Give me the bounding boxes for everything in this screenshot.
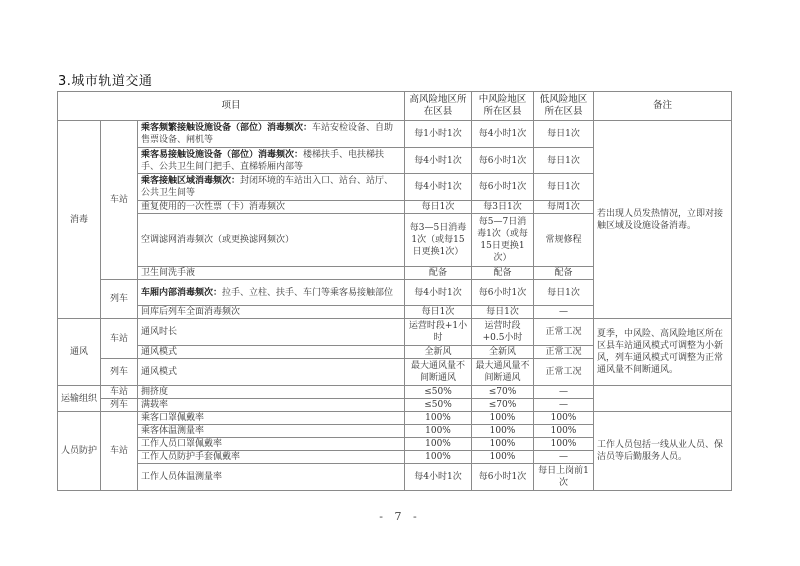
mid-cell: 100% bbox=[472, 425, 534, 438]
category-disinfect: 消毒 bbox=[58, 121, 101, 319]
item-bold: 乘客接触区域消毒频次： bbox=[141, 176, 241, 186]
high-cell: 每4小时1次 bbox=[405, 148, 472, 174]
low-cell: 每日1次 bbox=[534, 148, 594, 174]
low-cell: 正常工况 bbox=[534, 319, 594, 346]
high-cell: 每4小时1次 bbox=[405, 174, 472, 201]
note-protection: 工作人员包括一线从业人员、保洁员等后勤服务人员。 bbox=[594, 412, 732, 491]
item-text: 乘客口罩佩戴率 bbox=[138, 412, 405, 425]
header-note: 备注 bbox=[594, 92, 732, 121]
table-row bbox=[58, 121, 732, 148]
item-text: 通风时长 bbox=[138, 319, 405, 346]
item-text: 工作人员口罩佩戴率 bbox=[138, 438, 405, 451]
location-train: 列车 bbox=[101, 399, 138, 412]
high-cell: 每4小时1次 bbox=[405, 464, 472, 491]
item-bold: 乘客频繁接触设施设备（部位）消毒频次： bbox=[141, 123, 313, 133]
header-low-risk: 低风险地区所在区县 bbox=[534, 92, 594, 121]
high-cell: 运营时段+1小时 bbox=[405, 319, 472, 346]
low-cell: 配备 bbox=[534, 267, 594, 280]
section-title: 3.城市轨道交通 bbox=[58, 74, 153, 89]
category-transport: 运输组织 bbox=[58, 386, 101, 412]
item-text: 车站安检设备、自助售票设备、闸机等 bbox=[141, 123, 394, 145]
high-cell: 每日1次 bbox=[405, 306, 472, 319]
low-cell: 正常工况 bbox=[534, 359, 594, 386]
mid-cell: 100% bbox=[472, 438, 534, 451]
table-row bbox=[58, 386, 732, 399]
high-cell: 100% bbox=[405, 412, 472, 425]
high-cell: 每1小时1次 bbox=[405, 121, 472, 148]
mid-cell: ≤70% bbox=[472, 399, 534, 412]
category-ventilation: 通风 bbox=[58, 319, 101, 386]
mid-cell: 全新风 bbox=[472, 346, 534, 359]
item-cell bbox=[138, 148, 405, 174]
item-text: 重复使用的一次性票（卡）消毒频次 bbox=[138, 201, 405, 214]
header-mid-risk: 中风险地区所在区县 bbox=[472, 92, 534, 121]
item-bold: 车厢内部消毒频次： bbox=[141, 287, 223, 298]
item-text: 满载率 bbox=[138, 399, 405, 412]
item-text: 空调滤网消毒频次（或更换滤网频次） bbox=[138, 214, 405, 267]
location-station: 车站 bbox=[101, 121, 138, 280]
high-cell: ≤50% bbox=[405, 386, 472, 399]
low-cell: 每日1次 bbox=[534, 280, 594, 306]
location-station: 车站 bbox=[101, 386, 138, 399]
table-row bbox=[58, 319, 732, 346]
mid-cell: 每6小时1次 bbox=[472, 280, 534, 306]
page-number: - 7 - bbox=[379, 510, 421, 523]
urban-rail-table bbox=[57, 91, 732, 491]
mid-cell: 每3日1次 bbox=[472, 201, 534, 214]
note-ventilation: 夏季，中风险、高风险地区所在区县车站通风模式可调整为小新风，列车通风模式可调整为正常通风量不间断通风。 bbox=[594, 319, 732, 386]
low-cell: 100% bbox=[534, 438, 594, 451]
low-cell: 100% bbox=[534, 412, 594, 425]
high-cell: 每4小时1次 bbox=[405, 280, 472, 306]
item-text: 乘客体温测量率 bbox=[138, 425, 405, 438]
mid-cell: ≤70% bbox=[472, 386, 534, 399]
low-cell: 每周1次 bbox=[534, 201, 594, 214]
location-station: 车站 bbox=[101, 319, 138, 359]
item-text: 楼梯扶手、电扶梯扶手、公共卫生间门把手、直梯轿厢内部等 bbox=[141, 149, 385, 172]
high-cell: 100% bbox=[405, 451, 472, 464]
low-cell: 每日1次 bbox=[534, 121, 594, 148]
mid-cell: 每6小时1次 bbox=[472, 148, 534, 174]
mid-cell: 100% bbox=[472, 451, 534, 464]
low-cell: 每日1次 bbox=[534, 174, 594, 201]
low-cell: 正常工况 bbox=[534, 346, 594, 359]
item-cell bbox=[138, 121, 405, 148]
high-cell: 最大通风量不间断通风 bbox=[405, 359, 472, 386]
high-cell: 100% bbox=[405, 425, 472, 438]
location-train: 列车 bbox=[101, 359, 138, 386]
low-cell: — bbox=[534, 386, 594, 399]
high-cell: 100% bbox=[405, 438, 472, 451]
low-cell: 常规修程 bbox=[534, 214, 594, 267]
mid-cell: 每5—7日消毒1次（或每15日更换1次） bbox=[472, 214, 534, 267]
note-transport bbox=[594, 386, 732, 412]
header-row bbox=[58, 92, 732, 121]
item-bold: 乘客易接触设施设备（部位）消毒频次： bbox=[141, 149, 304, 160]
item-text: 拉手、立柱、扶手、车门等乘客易接触部位 bbox=[222, 287, 394, 298]
item-cell bbox=[138, 280, 405, 306]
low-cell: — bbox=[534, 306, 594, 319]
header-high-risk: 高风险地区所在区县 bbox=[405, 92, 472, 121]
item-text: 卫生间洗手液 bbox=[138, 267, 405, 280]
high-cell: 每3—5日消毒1次（或每15日更换1次） bbox=[405, 214, 472, 267]
location-station: 车站 bbox=[101, 412, 138, 491]
mid-cell: 每4小时1次 bbox=[472, 121, 534, 148]
item-text: 封闭环境的车站出入口、站台、站厅、公共卫生间等 bbox=[141, 176, 394, 198]
item-text: 通风模式 bbox=[138, 359, 405, 386]
low-cell: — bbox=[534, 451, 594, 464]
item-text: 工作人员防护手套佩戴率 bbox=[138, 451, 405, 464]
item-cell bbox=[138, 174, 405, 201]
mid-cell: 运营时段+0.5小时 bbox=[472, 319, 534, 346]
note-disinfect: 若出现人员发热情况，立即对接触区域及设施设备消毒。 bbox=[594, 121, 732, 319]
item-text: 工作人员体温测量率 bbox=[138, 464, 405, 491]
header-item: 项目 bbox=[58, 92, 405, 121]
high-cell: 每日1次 bbox=[405, 201, 472, 214]
location-train: 列车 bbox=[101, 280, 138, 319]
low-cell: — bbox=[534, 399, 594, 412]
high-cell: 全新风 bbox=[405, 346, 472, 359]
mid-cell: 每6小时1次 bbox=[472, 464, 534, 491]
mid-cell: 每日1次 bbox=[472, 306, 534, 319]
low-cell: 100% bbox=[534, 425, 594, 438]
item-text: 通风模式 bbox=[138, 346, 405, 359]
high-cell: 配备 bbox=[405, 267, 472, 280]
low-cell: 每日上岗前1次 bbox=[534, 464, 594, 491]
mid-cell: 每6小时1次 bbox=[472, 174, 534, 201]
mid-cell: 最大通风量不间断通风 bbox=[472, 359, 534, 386]
item-text: 拥挤度 bbox=[138, 386, 405, 399]
mid-cell: 配备 bbox=[472, 267, 534, 280]
category-protection: 人员防护 bbox=[58, 412, 101, 491]
table-row bbox=[58, 412, 732, 425]
item-text: 回库后列车全面消毒频次 bbox=[138, 306, 405, 319]
high-cell: ≤50% bbox=[405, 399, 472, 412]
mid-cell: 100% bbox=[472, 412, 534, 425]
